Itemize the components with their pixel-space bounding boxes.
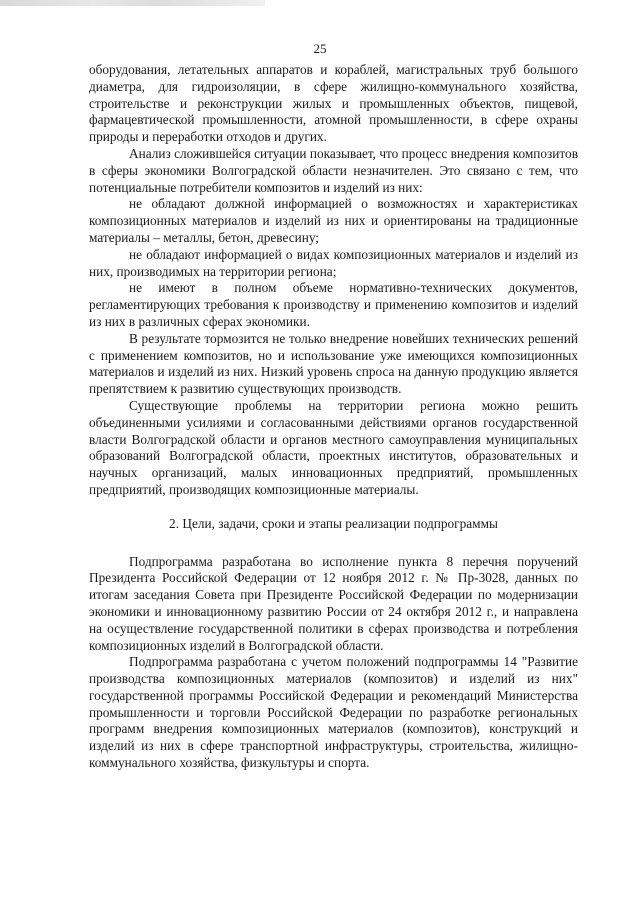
paragraph-subprogram-provisions: Подпрограмма разработана с учетом положений подпрограммы 14 "Развитие производства композиционных материалов (композитов) и изделий из них" государственной программы Российской Федерации и рекомендаций Министерства промышленности и торговли Российской Федерации по разработке региональных программ внедрения композиционных материалов (композитов), конструкций и изделий из них в сфере транспортной инфраструктуры, строительства, жилищно-коммунального хозяйства, физкультуры и спорта. — [89, 654, 578, 771]
list-item-no-info-types: не обладают информацией о видах композиционных материалов и изделий из них, производимых на территории региона; — [89, 246, 578, 279]
paragraph-subprogram-basis: Подпрограмма разработана во исполнение пункта 8 перечня поручений Президента Российской Федерации от 12 ноября 2012 г. № Пр-3028, данных по итогам заседания Совета при Президенте Российской Федерации по модернизации экономики и инновационному развитию России от 24 октября 2012 г., и направлена на осуществление государственной политики в сферах производства и потребления композиционных изделий в Волгоградской области. — [89, 553, 578, 653]
document-body — [89, 62, 578, 772]
paragraph-continuation: оборудования, летательных аппаратов и кораблей, магистральных труб большого диаметра, для гидроизоляции, в сфере жилищно-коммунального хозяйства, строительстве и реконструкции жилых и промышленных объектов, пищевой, фармацевтической промышленности, атомной промышленности, в сфере охраны природы и переработки отходов и других. — [89, 62, 578, 145]
scan-header-artifact — [0, 0, 265, 6]
paragraph-result: В результате тормозится не только внедрение новейших технических решений с применением композитов, но и использование уже имеющихся композиционных материалов и изделий из них. Низкий уровень спроса на данную продукцию является препятствием к развитию существующих производств. — [89, 330, 578, 397]
section-heading: 2. Цели, задачи, сроки и этапы реализации подпрограммы — [169, 515, 498, 531]
page-number: 25 — [313, 41, 327, 56]
paragraph-analysis: Анализ сложившейся ситуации показывает, что процесс внедрения композитов в сферы экономики Волгоградской области незначителен. Это связано с тем, что потенциальные потребители композитов и изделий из них: — [89, 145, 578, 195]
list-item-no-info-capabilities: не обладают должной информацией о возможностях и характеристиках композиционных материалов и изделий из них и ориентированы на традиционные материалы – металлы, бетон, древесину; — [89, 196, 578, 245]
paragraph-problems: Существующие проблемы на территории региона можно решить объединенными усилиями и согласованными действиями органов государственной власти Волгоградской области и органов местного самоуправления муниципальных образований Волгоградской области, проектных институтов, образовательных и научных организаций, малых инновационных предприятий, промышленных предприятий, производящих композиционные материалы. — [89, 397, 578, 497]
list-item-no-documents: не имеют в полном объеме нормативно-технических документов, регламентирующих требования к производству и применению композитов и изделий из них в различных сферах экономики. — [89, 280, 578, 329]
